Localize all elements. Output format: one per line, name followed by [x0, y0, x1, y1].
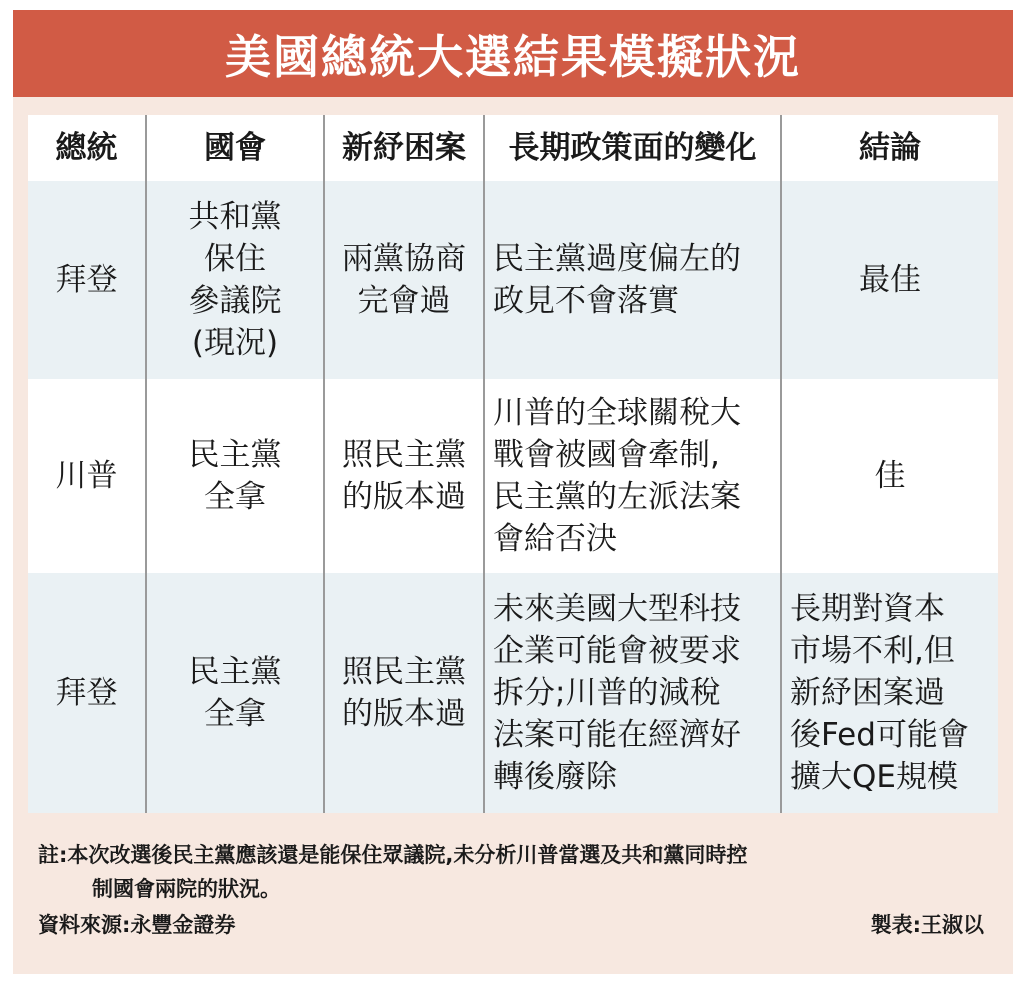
cell-text-line: 長期對資本	[790, 591, 945, 627]
cell-text-line: 法案可能在經濟好	[493, 717, 741, 753]
cell-text-line: 全拿	[204, 479, 266, 515]
cell-text-line: 擴大QE規模	[790, 759, 958, 795]
cell-text-line: 最佳	[859, 262, 921, 298]
cell-text-line: 民主黨的左派法案	[493, 479, 741, 515]
cell-text-line: 市場不利,但	[790, 633, 955, 669]
cell-policy	[484, 573, 781, 813]
maker-credit: 製表:王淑以	[870, 913, 984, 937]
cell-text-line: 拜登	[55, 262, 118, 298]
cell-text-line: 轉後廢除	[493, 759, 617, 795]
header-relief: 新紓困案	[324, 115, 484, 181]
cell-text-line: 完會過	[357, 283, 451, 319]
source-credit: 資料來源:永豐金證券	[38, 913, 236, 937]
table-body	[28, 181, 998, 813]
page-title: 美國總統大選結果模擬狀況	[13, 10, 1013, 97]
cell-text-line: (現況)	[191, 325, 279, 361]
cell-conclusion	[781, 379, 998, 573]
cell-text-line: 照民主黨	[342, 654, 466, 690]
cell-text-line: 參議院	[188, 283, 282, 319]
cell-text-line: 保住	[204, 241, 266, 277]
cell-congress	[146, 573, 324, 813]
cell-congress	[146, 181, 324, 379]
cell-conclusion	[781, 573, 998, 813]
table-row	[28, 181, 998, 379]
footnote-line-1: 註:本次改選後民主黨應該還是能保住眾議院,未分析川普當選及共和黨同時控	[38, 843, 748, 867]
cell-text-line: 後Fed可能會	[790, 717, 969, 753]
footnote-line-2: 制國會兩院的狀況。	[92, 877, 281, 901]
header-president: 總統	[28, 115, 146, 181]
table-row	[28, 573, 998, 813]
cell-policy	[484, 181, 781, 379]
cell-president	[28, 573, 146, 813]
header-policy: 長期政策面的變化	[484, 115, 781, 181]
cell-text-line: 的版本過	[342, 696, 466, 732]
cell-text-line: 照民主黨	[342, 437, 466, 473]
cell-text-line: 拆分;川普的減稅	[493, 675, 721, 711]
cell-text-line: 戰會被國會牽制,	[493, 437, 720, 473]
cell-text-line: 民主黨	[188, 437, 282, 473]
cell-text-line: 的版本過	[342, 479, 466, 515]
cell-relief	[324, 181, 484, 379]
cell-text-line: 共和黨	[188, 199, 282, 235]
table-header-row	[28, 115, 998, 181]
cell-text-line: 會給否決	[493, 521, 617, 557]
cell-president	[28, 181, 146, 379]
cell-policy	[484, 379, 781, 573]
cell-text-line: 拜登	[55, 675, 118, 711]
cell-text-line: 兩黨協商	[342, 241, 466, 277]
scenario-table	[28, 115, 998, 813]
cell-text-line: 新紓困案過	[790, 675, 945, 711]
cell-text-line: 川普	[55, 458, 118, 494]
header-congress: 國會	[146, 115, 324, 181]
cell-text-line: 川普的全球關稅大	[493, 395, 741, 431]
cell-text-line: 全拿	[204, 696, 266, 732]
cell-text-line: 政見不會落實	[493, 283, 679, 319]
footnote	[38, 838, 988, 906]
header-conclusion: 結論	[781, 115, 998, 181]
cell-relief	[324, 573, 484, 813]
cell-text-line: 佳	[874, 458, 906, 494]
cell-text-line: 未來美國大型科技	[493, 591, 741, 627]
cell-text-line: 民主黨過度偏左的	[493, 241, 741, 277]
cell-text-line: 民主黨	[188, 654, 282, 690]
cell-president	[28, 379, 146, 573]
cell-relief	[324, 379, 484, 573]
cell-text-line: 企業可能會被要求	[493, 633, 741, 669]
cell-congress	[146, 379, 324, 573]
table-row	[28, 379, 998, 573]
cell-conclusion	[781, 181, 998, 379]
